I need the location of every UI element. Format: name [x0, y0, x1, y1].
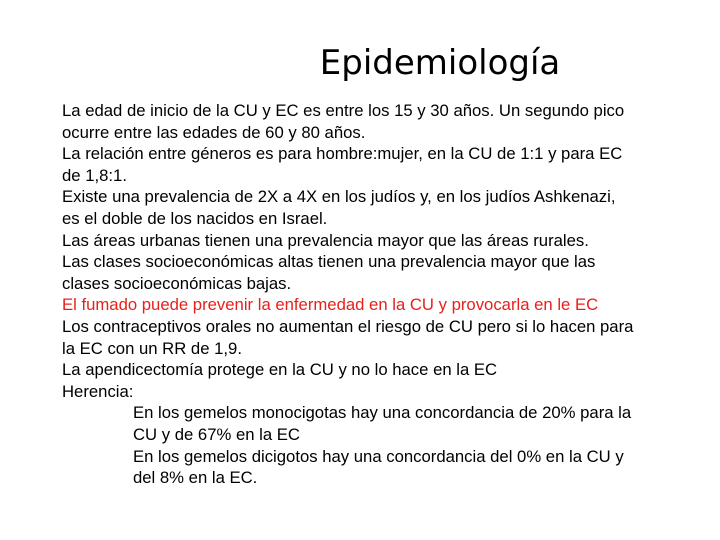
- body-line: Los contraceptivos orales no aumentan el riesgo de CU pero si lo hacen para: [62, 316, 634, 336]
- body-line: La apendicectomía protege en la CU y no lo hace en la EC: [62, 360, 498, 380]
- body-line-indented: CU y de 67% en la EC: [133, 424, 300, 444]
- body-line-indented: En los gemelos monocigotas hay una concordancia de 20% para la: [133, 403, 632, 423]
- body-line-indented: En los gemelos dicigotos hay una concordancia del 0% en la CU y: [133, 446, 624, 466]
- body-line: Las clases socioeconómicas altas tienen una prevalencia mayor que las: [62, 252, 596, 272]
- body-line: Existe una prevalencia de 2X a 4X en los judíos y, en los judíos Ashkenazi,: [62, 187, 616, 207]
- body-line: es el doble de los nacidos en Israel.: [62, 208, 328, 228]
- body-line: La edad de inicio de la CU y EC es entre los 15 y 30 años. Un segundo pico: [62, 101, 625, 120]
- body-line: de 1,8:1.: [62, 165, 127, 185]
- slide-body: [62, 100, 692, 489]
- body-line: Las áreas urbanas tienen una prevalencia mayor que las áreas rurales.: [62, 230, 589, 250]
- body-line-indented: del 8% en la EC.: [133, 468, 258, 488]
- body-line-heading: Herencia:: [62, 381, 134, 401]
- body-line-highlight: El fumado puede prevenir la enfermedad en la CU y provocarla en le EC: [62, 295, 599, 315]
- body-line: La relación entre géneros es para hombre:mujer, en la CU de 1:1 y para EC: [62, 144, 623, 164]
- slide-title: Epidemiología: [319, 43, 561, 83]
- body-line: clases socioeconómicas bajas.: [62, 273, 292, 293]
- body-line: ocurre entre las edades de 60 y 80 años.: [62, 122, 366, 142]
- body-line: la EC con un RR de 1,9.: [62, 338, 242, 358]
